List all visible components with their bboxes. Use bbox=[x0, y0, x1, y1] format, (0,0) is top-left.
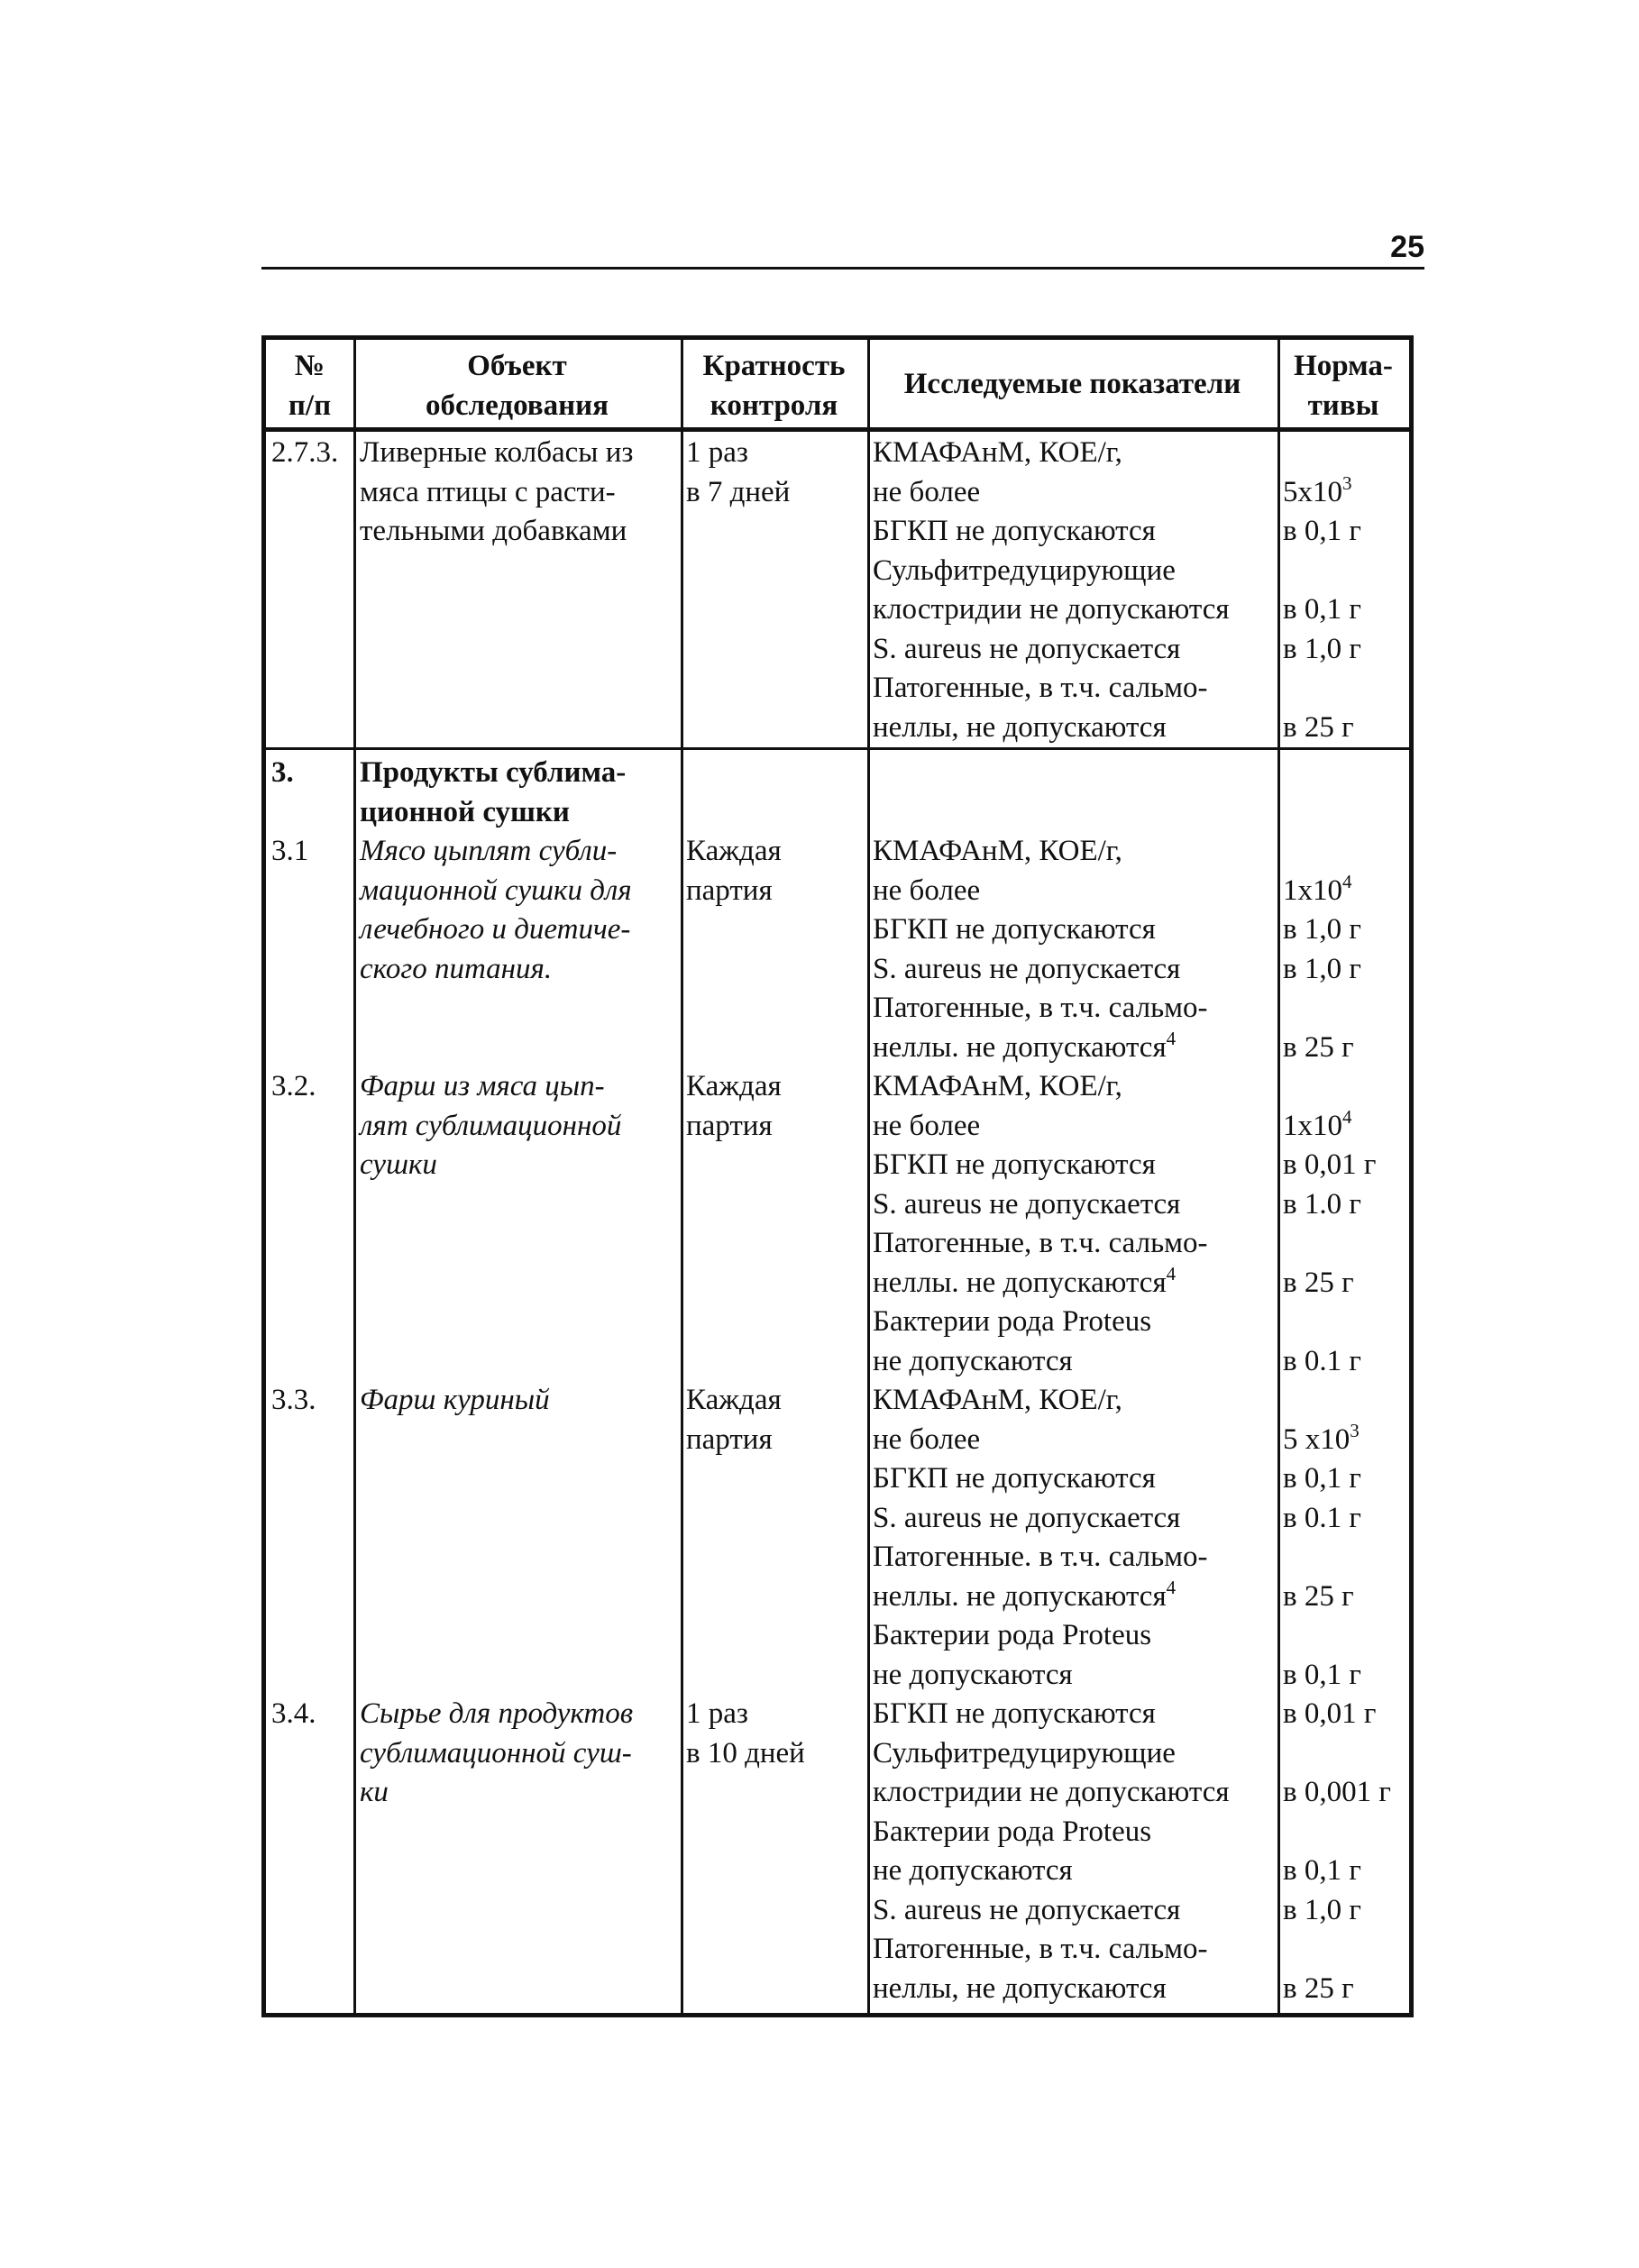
row-object: Продукты сублима- ционной сушки bbox=[360, 756, 627, 828]
row-norms: $5x10^3$ в 0,1 г в 0,1 г в 1,0 г в 25 г bbox=[1283, 471, 1361, 744]
column-divider bbox=[681, 340, 683, 2013]
column-divider bbox=[1277, 340, 1280, 2013]
row-frequency: 1 раз в 10 дней bbox=[686, 1697, 805, 1770]
header-object: Объект обследования bbox=[426, 350, 609, 422]
row-num: 3.2. bbox=[271, 1070, 316, 1102]
row-object: Фарш куриный bbox=[360, 1384, 550, 1416]
row-object: Фарш из мяса цып- лят сублимационной сушки bbox=[360, 1070, 622, 1181]
row-frequency: Каждая партия bbox=[686, 1384, 782, 1456]
row-frequency: 1 раз в 7 дней bbox=[686, 436, 791, 508]
row-norms: $1x10^4$ в 1,0 г в 1,0 г в 25 г bbox=[1283, 870, 1361, 1064]
header-num: № п/п bbox=[288, 350, 332, 422]
page-number: 25 bbox=[1390, 230, 1424, 264]
column-divider bbox=[353, 340, 356, 2013]
row-num: 3. bbox=[271, 756, 294, 789]
row-object: Сырье для продуктов сублимационной суш- ки bbox=[360, 1697, 634, 1808]
header-frequency: Кратность контроля bbox=[702, 350, 846, 422]
row-object: Мясо цыплят субли- мационной сушки для лечебного и диетиче- ского питания. bbox=[360, 835, 632, 985]
standards-table bbox=[261, 335, 1414, 2017]
row-norms: $1x10^4$ в 0,01 г в 1.0 г в 25 г в 0.1 г bbox=[1283, 1105, 1377, 1377]
row-frequency: Каждая партия bbox=[686, 835, 782, 907]
row-num: 2.7.3. bbox=[271, 436, 339, 469]
row-object: Ливерные колбасы из мяса птицы с расти- тельными добавками bbox=[360, 436, 634, 547]
row-norms: 5 $x10^3$ в 0,1 г в 0.1 г в 25 г в 0,1 г bbox=[1283, 1419, 1361, 1691]
header-norms: Норма- тивы bbox=[1294, 350, 1393, 422]
row-divider bbox=[266, 747, 1409, 750]
header-indicators: Исследуемые показатели bbox=[903, 368, 1241, 400]
row-frequency: Каждая партия bbox=[686, 1070, 782, 1142]
row-indicators: БГКП не допускаются Сульфитредуцирующие клостридии не допускаются Бактерии рода Proteus не допускаются S. aureus не допускается Патогенные, в т.ч. сальмо- неллы, не допускаются bbox=[873, 1697, 1230, 2005]
row-indicators: КМАФАнМ, КОЕ/г, не более БГКП не допускаются S. aureus не допускается Патогенные, в т.ч. сальмо- неллы. не допускаются$^4$ Бактерии рода Proteus не допускаются bbox=[873, 1070, 1208, 1377]
header-divider bbox=[266, 427, 1409, 432]
row-norms: в 0,01 г в 0,001 г в 0,1 г в 1,0 г в 25 г bbox=[1283, 1697, 1391, 2005]
header-rule bbox=[261, 267, 1424, 270]
column-divider bbox=[867, 340, 870, 2013]
row-indicators: КМАФАнМ, КОЕ/г, не более БГКП не допускаются S. aureus не допускается Патогенные, в т.ч. сальмо- неллы. не допускаются$^4$ bbox=[873, 835, 1208, 1064]
row-num: 3.4. bbox=[271, 1697, 316, 1730]
row-indicators: КМАФАнМ, КОЕ/г, не более БГКП не допускаются S. aureus не допускается Патогенные. в т.ч. сальмо- неллы. не допускаются$^4$ Бактерии рода Proteus не допускаются bbox=[873, 1384, 1208, 1691]
row-indicators: КМАФАнМ, КОЕ/г, не более БГКП не допускаются Сульфитредуцирующие клостридии не допускаются S. aureus не допускается Патогенные, в т.ч. сальмо- неллы, не допускаются bbox=[873, 436, 1230, 744]
row-num: 3.1 bbox=[271, 835, 309, 867]
row-num: 3.3. bbox=[271, 1384, 316, 1416]
